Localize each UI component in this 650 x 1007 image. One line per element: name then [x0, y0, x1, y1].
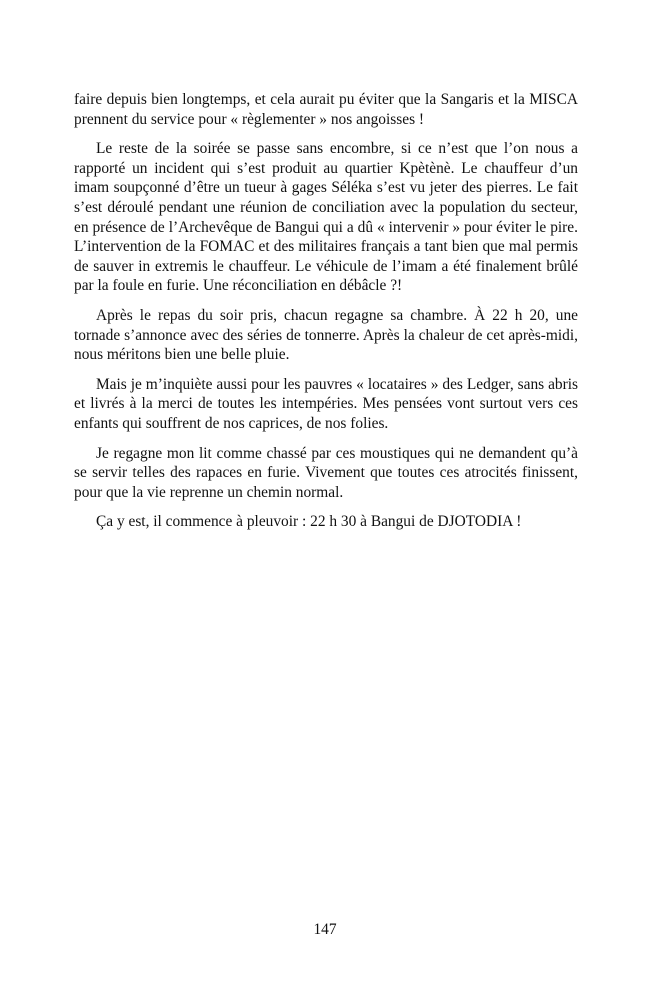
paragraph-rain: Ça y est, il commence à pleuvoir : 22 h 30 à Bangui de DJOTODIA ! — [96, 513, 522, 531]
body-text — [74, 90, 578, 542]
paragraph-mosquitoes: Je regagne mon lit comme chassé par ces moustiques qui ne demandent qu’à se servir telles des rapaces en furie. Vivement que toutes ces atrocités finissent, pour que la vie reprenne un chemin normal. — [74, 444, 578, 501]
paragraph-evening: Après le repas du soir pris, chacun regagne sa chambre. À 22 h 20, une tornade s’annonce avec des séries de tonnerre. Après la chaleur de cet après-midi, nous méritons bien une belle pluie. — [74, 306, 578, 364]
paragraph-continuation: faire depuis bien longtemps, et cela aurait pu éviter que la Sangaris et la MISCA prennent du service pour « règlementer » nos angoisses ! — [74, 91, 578, 128]
paragraph-worry: Mais je m’inquiète aussi pour les pauvres « locataires » des Ledger, sans abris et livrés à la merci de toutes les intempéries. Mes pensées vont surtout vers ces enfants qui souffrent de nos caprices, de nos folies. — [74, 375, 578, 432]
page-number: 147 — [313, 921, 337, 938]
paragraph-incident: Le reste de la soirée se passe sans encombre, si ce n’est que l’on nous a rapporté un incident qui s’est produit au quartier Kpètènè. Le chauffeur d’un imam soupçonné d’être un tueur à gages Séléka s’est vu jeter des pierres. Le fait s’est déroulé pendant une réunion de conciliation avec la population du secteur, en présence de l’Archevêque de Bangui qui a dû « intervenir » pour éviter le pire. L’intervention de la FOMAC et des militaires français a tant bien que mal permis de sauver in extremis le chauffeur. Le véhicule de l’imam a été finalement brûlé par la foule en furie. Une réconciliation en débâcle ?! — [74, 140, 578, 295]
